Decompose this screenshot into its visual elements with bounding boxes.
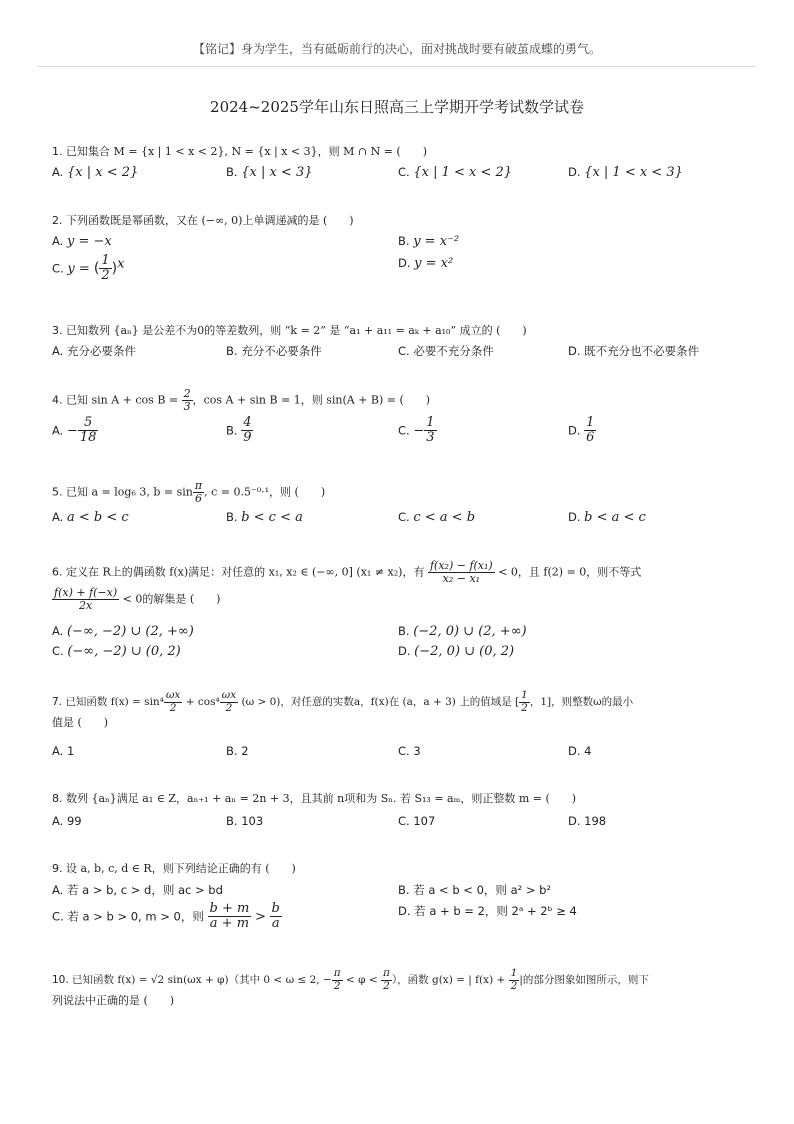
question-stem: 设 a, b, c, d ∈ R，则下列结论正确的有 ( ): [66, 862, 296, 875]
option-a[interactable]: A. − $\frac{5}{18}$: [52, 415, 97, 446]
question-number: 6.: [52, 565, 63, 579]
option-d[interactable]: D. 4: [568, 744, 592, 758]
option-c[interactable]: C. 3: [398, 744, 421, 758]
question-7: 7. 已知函数 f(x) = sin⁴ $\frac{\omega x}{2}$ + cos⁴ $\frac{\omega x}{2}$ (ω > 0)，对任意的实数a，f(x)在 (a，a + 3) 上的值域是 [ $\frac{1}{2}$ ，1]，则整数ω的最小 值是 ( ) A. 1 B. 2 C. 3 D. 4: [52, 690, 752, 732]
question-1: [52, 143, 752, 180]
question-stem: 已知集合 M = {x | 1 < x < 2}, N = {x | x < 3}，则 M ∩ N = ( ): [66, 145, 428, 158]
option-d[interactable]: D. {x | 1 < x < 3}: [568, 165, 683, 180]
question-5: 5. 已知 a = log₆ 3, b = sin $\frac{\pi}{6}$ , c = 0.5⁻⁰·¹，则 ( ) A. a < b < c B. b < c < a C. c < a < b D. b < a < c: [52, 479, 646, 525]
option-a[interactable]: A. {x | x < 2}: [52, 165, 139, 180]
option-c[interactable]: C. (−∞, −2) ∪ (0, 2): [52, 644, 181, 659]
option-a[interactable]: A. a < b < c: [52, 510, 129, 525]
option-c[interactable]: C. − $\frac{1}{3}$: [398, 415, 435, 446]
motto-banner: 【铭记】身为学生，当有砥砺前行的决心，面对挑战时要有破茧成蝶的勇气。: [192, 42, 601, 56]
option-b[interactable]: B. $\frac{4}{9}$: [226, 415, 252, 446]
option-a[interactable]: A. y = −x: [52, 234, 112, 249]
option-d[interactable]: D. (−2, 0) ∪ (0, 2): [398, 644, 515, 659]
option-d[interactable]: D. 若 a + b = 2，则 2ᵃ + 2ᵇ ≥ 4: [398, 904, 577, 918]
option-b[interactable]: B. 103: [226, 814, 264, 828]
question-number: 4.: [52, 393, 63, 407]
question-stem-line2: 值是 ( ): [52, 716, 109, 730]
option-b[interactable]: B. (−2, 0) ∪ (2, +∞): [398, 624, 527, 639]
question-number: 10.: [52, 974, 69, 987]
question-2: [52, 212, 752, 284]
option-d[interactable]: D. b < a < c: [568, 510, 646, 525]
question-9: [52, 860, 752, 932]
header-divider: [38, 66, 756, 67]
question-number: 1.: [52, 145, 63, 158]
option-b[interactable]: B. 若 a < b < 0，则 a² > b²: [398, 883, 552, 897]
question-number: 2.: [52, 214, 63, 227]
question-4: 4. 已知 sin A + cos B = $\frac{2}{3}$ ，cos A + sin B = 1，则 sin(A + B) = ( ) A. − $\frac{5}{18}$ B. $\frac{4}{9}$ C. − $\frac{1}{3}$ D. $\frac{1}{6}$: [52, 387, 595, 446]
question-stem: 数列 {aₙ}满足 a₁ ∈ Z，aₙ₊₁ + aₙ = 2n + 3，且其前 n项和为 Sₙ. 若 S₁₃ = aₘ，则正整数 m = ( ): [66, 792, 577, 805]
option-b[interactable]: B. b < c < a: [226, 510, 303, 525]
option-c[interactable]: C. 107: [398, 814, 436, 828]
question-10: 10. 已知函数 f(x) = √2 sin(ωx + φ)（其中 0 < ω ≤ 2, − $\frac{\pi}{2}$ < φ < $\frac{\pi}{2}$ ），函数 g(x) = | f(x) + $\frac{1}{2}$ |的部分图象如图所示，则下 列说法中正确的是 ( ): [52, 968, 752, 1010]
option-c[interactable]: C. y = ( $\frac{1}{2}$ )$^x$: [52, 253, 125, 284]
option-a[interactable]: A. 99: [52, 814, 82, 828]
option-b[interactable]: B. 充分不必要条件: [226, 344, 322, 358]
question-stem-line2: 列说法中正确的是 ( ): [52, 994, 175, 1008]
question-number: 7.: [52, 696, 63, 709]
question-number: 3.: [52, 324, 63, 337]
option-c[interactable]: C. c < a < b: [398, 510, 476, 525]
option-a[interactable]: A. 充分必要条件: [52, 344, 136, 358]
option-d[interactable]: D. y = x²: [398, 256, 454, 271]
option-c[interactable]: C. {x | 1 < x < 2}: [398, 165, 513, 180]
question-6: 6. 定义在 R上的偶函数 f(x)满足：对任意的 x₁, x₂ ∈ (−∞, 0] (x₁ ≠ x₂)，有 $\frac{\text{f(x₂) − f(x₁)}}{\text{x₂ − x₁}}$ < 0，且 f(2) = 0，则不等式 $\frac{f(x) + f(-x)}{2x}$ < 0的解集是 ( ) A. (−∞, −2) ∪ (2, +∞) B. (−2, 0) ∪ (2, +∞) C. (−∞, −2) ∪ (0, 2) D. (−2, 0) ∪ (0, 2): [52, 559, 642, 659]
question-number: 8.: [52, 792, 63, 805]
exam-title: 2024~2025学年山东日照高三上学期开学考试数学试卷: [210, 98, 584, 116]
option-d[interactable]: D. $\frac{1}{6}$: [568, 415, 595, 446]
question-stem: 已知数列 {aₙ} 是公差不为0的等差数列，则 “k = 2” 是 “a₁ + a₁₁ = aₖ + a₁₀” 成立的 ( ): [66, 324, 527, 337]
option-b[interactable]: B. y = x⁻²: [398, 234, 460, 249]
option-c[interactable]: C. 必要不充分条件: [398, 344, 494, 358]
question-stem: 下列函数既是幂函数，又在 (−∞, 0)上单调递减的是 ( ): [66, 214, 354, 227]
option-b[interactable]: B. 2: [226, 744, 249, 758]
option-c[interactable]: C. 若 a > b > 0, m > 0，则 $\frac{b + m}{a + m}$ > $\frac{b}{a}$: [52, 901, 280, 932]
question-3: [52, 322, 752, 358]
option-a[interactable]: A. 若 a > b, c > d，则 ac > bd: [52, 883, 223, 897]
option-d[interactable]: D. 198: [568, 814, 607, 828]
option-a[interactable]: A. 1: [52, 744, 75, 758]
question-number: 5.: [52, 485, 63, 499]
question-8: [52, 790, 752, 828]
option-a[interactable]: A. (−∞, −2) ∪ (2, +∞): [52, 624, 194, 639]
question-number: 9.: [52, 862, 63, 875]
option-b[interactable]: B. {x | x < 3}: [226, 165, 313, 180]
option-d[interactable]: D. 既不充分也不必要条件: [568, 344, 700, 358]
